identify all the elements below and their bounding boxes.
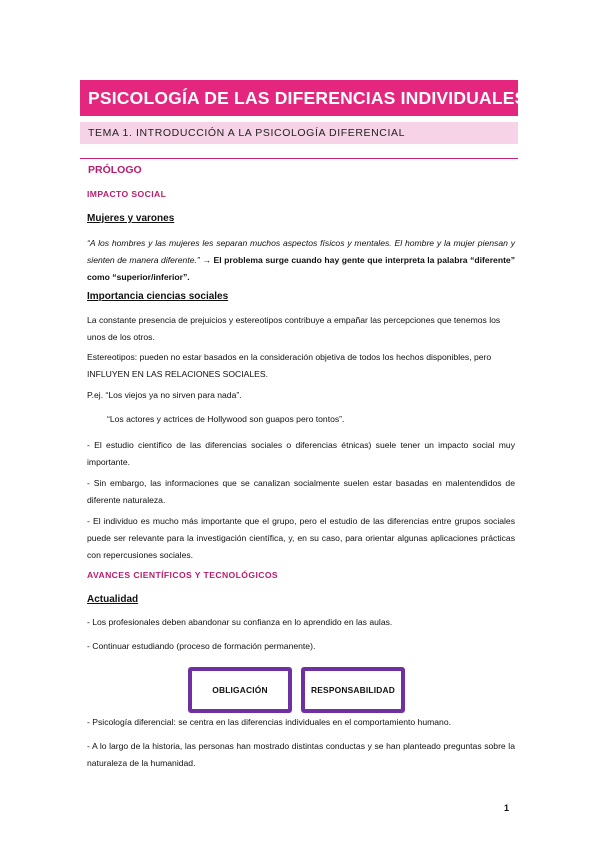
document-title: PSICOLOGÍA DE LAS DIFERENCIAS INDIVIDUALES (80, 80, 518, 116)
arrow-symbol: → (199, 255, 214, 265)
actualidad-heading: Actualidad (87, 594, 139, 605)
paragraph-historia: - A lo largo de la historia, las personas han mostrado distintas conductas y se han planteado preguntas sobre la naturaleza de la humanidad. (87, 741, 515, 768)
paragraph-ejemplo-2: “Los actores y actrices de Hollywood son guapos pero tontos”. (107, 414, 345, 424)
mujeres-varones-heading: Mujeres y varones (87, 213, 175, 224)
page-number: 1 (504, 803, 510, 813)
importancia-heading: Importancia ciencias sociales (87, 291, 229, 302)
quote-paragraph (87, 235, 515, 286)
paragraph-prejuicios: La constante presencia de prejuicios y estereotipos contribuye a empañar las percepciones que tenemos los unos de los otros. (87, 315, 501, 342)
document-subtitle: TEMA 1. INTRODUCCIÓN A LA PSICOLOGÍA DIFERENCIAL (80, 122, 518, 144)
paragraph-profesionales: - Los profesionales deben abandonar su confianza en lo aprendido en las aulas. (87, 617, 393, 627)
paragraph-estudio-cientifico: - El estudio científico de las diferencias sociales o diferencias étnicas) suele tener un impacto social muy importante. (87, 440, 515, 467)
paragraph-sin-embargo: - Sin embargo, las informaciones que se canalizan socialmente suelen estar basadas en malentendidos de diferente naturaleza. (87, 478, 515, 505)
impacto-social-heading: IMPACTO SOCIAL (87, 189, 167, 199)
paragraph-ejemplo-1: P.ej. “Los viejos ya no sirven para nada”. (87, 390, 242, 400)
responsabilidad-box: RESPONSABILIDAD (301, 667, 405, 713)
quote-text: “A los hombres y las mujeres les separan muchos aspectos físicos y mentales. El hombre y la mujer piensan y sienten de manera diferente.” (87, 238, 515, 265)
paragraph-continuar: - Continuar estudiando (proceso de formación permanente). (87, 641, 316, 651)
paragraph-individuo: - El individuo es mucho más importante que el grupo, pero el estudio de las diferencias entre grupos sociales puede ser relevante para la investigación científica, y, en su caso, para orientar algunas aplicaciones prácticas con repercusiones sociales. (87, 516, 515, 560)
quote-comment: El problema surge cuando hay gente que interpreta la palabra “diferente” como “superior/inferior”. (87, 255, 516, 282)
avances-heading: AVANCES CIENTÍFICOS Y TECNOLÓGICOS (87, 570, 279, 580)
obligacion-box: OBLIGACIÓN (188, 667, 292, 713)
prologo-heading: PRÓLOGO (80, 158, 518, 178)
paragraph-estereotipos: Estereotipos: pueden no estar basados en la consideración objetiva de todos los hechos disponibles, pero INFLUYEN EN LAS RELACIONES SOCIALES. (87, 352, 492, 379)
paragraph-psicologia-diferencial: - Psicología diferencial: se centra en las diferencias individuales en el comportamiento humano. (87, 717, 452, 727)
